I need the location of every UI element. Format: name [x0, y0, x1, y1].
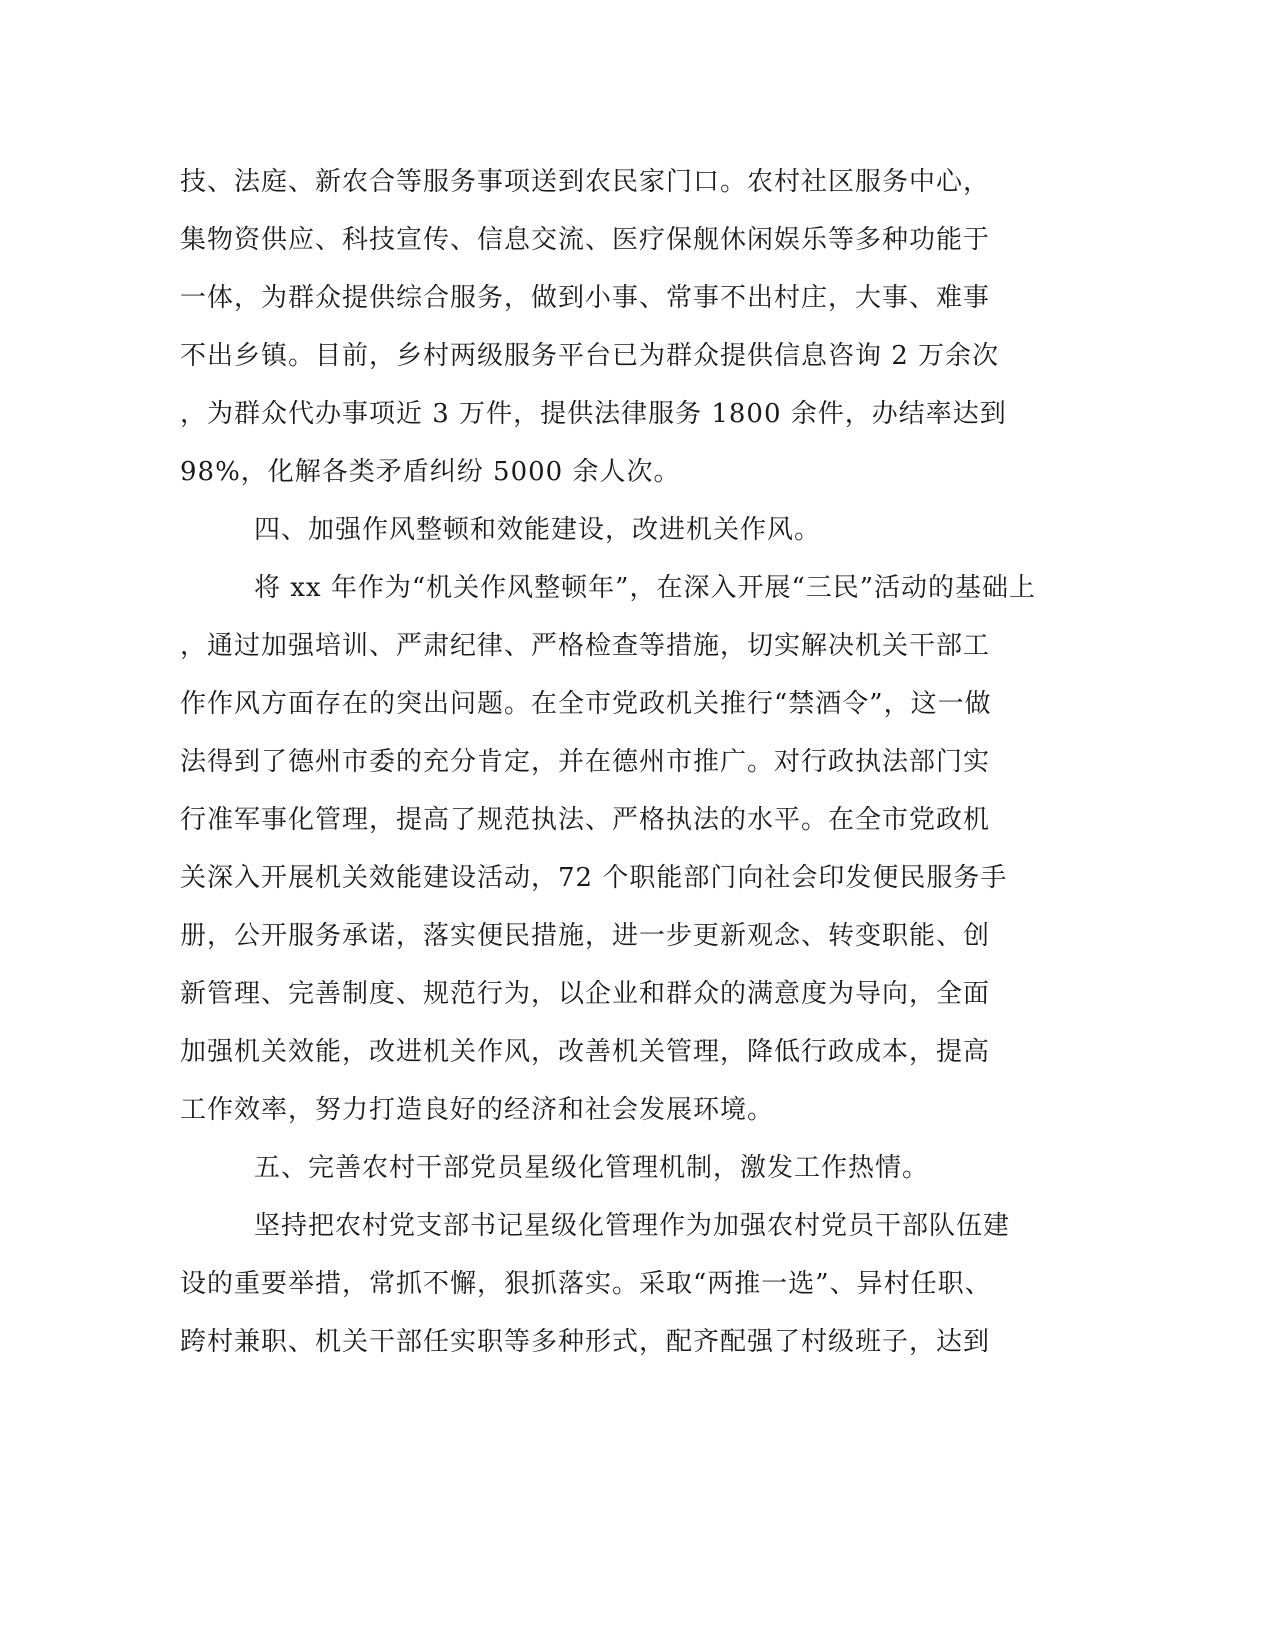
text-line-13: 关深入开展机关效能建设活动，72 个职能部门向社会印发便民服务手 [180, 863, 1008, 893]
text-line-8: 将 xx 年作为“机关作风整顿年”，在深入开展“三民”活动的基础上 [254, 573, 1037, 603]
section-heading-5: 五、完善农村干部党员星级化管理机制，激发工作热情。 [254, 1153, 930, 1183]
text-line-21: 跨村兼职、机关干部任实职等多种形式，配齐配强了村级班子，达到 [180, 1327, 991, 1357]
text-line-5: ，为群众代办事项近 3 万件，提供法律服务 1800 余件，办结率达到 [180, 399, 1007, 429]
text-line-15: 新管理、完善制度、规范行为，以企业和群众的满意度为导向，全面 [180, 979, 991, 1009]
text-line-9: ，通过加强培训、严肃纪律、严格检查等措施，切实解决机关干部工 [180, 631, 991, 661]
text-line-10: 作作风方面存在的突出问题。在全市党政机关推行“禁酒令”，这一做 [180, 689, 992, 719]
text-line-2: 集物资供应、科技宣传、信息交流、医疗保舰休闲娱乐等多种功能于 [180, 225, 991, 255]
text-line-20: 设的重要举措，常抓不懈，狠抓落实。采取“两推一选”、异村任职、 [180, 1269, 992, 1299]
text-line-6: 98%，化解各类矛盾纠纷 5000 余人次。 [180, 457, 681, 487]
text-line-4: 不出乡镇。目前，乡村两级服务平台已为群众提供信息咨询 2 万余次 [180, 341, 1000, 371]
text-line-3: 一体，为群众提供综合服务，做到小事、常事不出村庄，大事、难事 [180, 283, 991, 313]
text-line-14: 册，公开服务承诺，落实便民措施，进一步更新观念、转变职能、创 [180, 921, 991, 951]
text-line-12: 行准军事化管理，提高了规范执法、严格执法的水平。在全市党政机 [180, 805, 991, 835]
section-heading-4: 四、加强作风整顿和效能建设，改进机关作风。 [254, 515, 822, 545]
text-line-16: 加强机关效能，改进机关作风，改善机关管理，降低行政成本，提高 [180, 1037, 991, 1067]
text-line-19: 坚持把农村党支部书记星级化管理作为加强农村党员干部队伍建 [254, 1211, 1011, 1241]
text-line-17: 工作效率，努力打造良好的经济和社会发展环境。 [180, 1095, 775, 1125]
text-line-1: 技、法庭、新农合等服务事项送到农民家门口。农村社区服务中心， [180, 167, 991, 197]
text-line-11: 法得到了德州市委的充分肯定，并在德州市推广。对行政执法部门实 [180, 747, 991, 777]
